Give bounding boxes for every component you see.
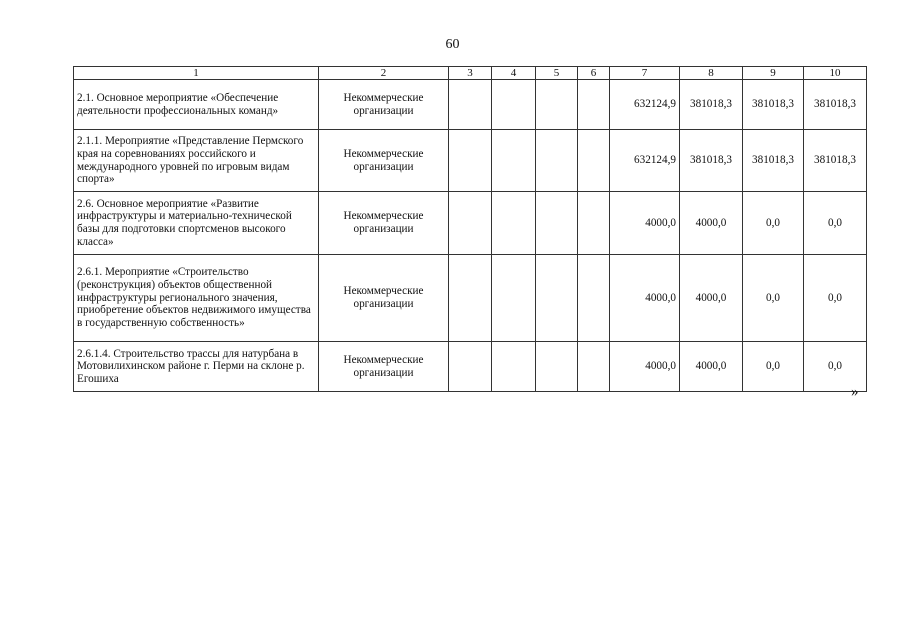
table-row bbox=[74, 80, 867, 130]
table-row bbox=[74, 255, 867, 342]
value-cell bbox=[492, 80, 536, 130]
column-number-row bbox=[74, 67, 867, 80]
value-cell bbox=[492, 192, 536, 255]
value-cell: 4000,0 bbox=[680, 342, 743, 392]
column-number: 2 bbox=[319, 67, 449, 80]
value-cell: 4000,0 bbox=[610, 342, 680, 392]
measure-name-cell: 2.6.1. Мероприятие «Строительство (реконструкция) объектов общественной инфраструктуры регионального значения, приобретение объектов недвижимого имущества в государственную собственность» bbox=[74, 255, 319, 342]
value-cell: 4000,0 bbox=[680, 192, 743, 255]
value-cell: 381018,3 bbox=[743, 80, 804, 130]
value-cell bbox=[578, 192, 610, 255]
value-cell: 4000,0 bbox=[610, 192, 680, 255]
measure-name-cell: 2.6. Основное мероприятие «Развитие инфраструктуры и материально-технической базы для подготовки спортсменов высокого класса» bbox=[74, 192, 319, 255]
executor-cell: Некоммерческие организации bbox=[319, 130, 449, 192]
column-number: 9 bbox=[743, 67, 804, 80]
column-number: 8 bbox=[680, 67, 743, 80]
value-cell: 0,0 bbox=[743, 255, 804, 342]
value-cell bbox=[449, 342, 492, 392]
measure-name-cell: 2.1. Основное мероприятие «Обеспечение деятельности профессиональных команд» bbox=[74, 80, 319, 130]
column-number: 3 bbox=[449, 67, 492, 80]
budget-table bbox=[73, 66, 867, 392]
value-cell: 0,0 bbox=[804, 255, 867, 342]
value-cell bbox=[536, 130, 578, 192]
value-cell bbox=[449, 130, 492, 192]
measure-name-cell: 2.6.1.4. Строительство трассы для натурбана в Мотовилихинском районе г. Перми на склоне р. Егошиха bbox=[74, 342, 319, 392]
executor-cell: Некоммерческие организации bbox=[319, 255, 449, 342]
executor-cell: Некоммерческие организации bbox=[319, 342, 449, 392]
column-number: 1 bbox=[74, 67, 319, 80]
value-cell: 0,0 bbox=[804, 342, 867, 392]
value-cell: 381018,3 bbox=[680, 130, 743, 192]
value-cell: 381018,3 bbox=[804, 80, 867, 130]
value-cell: 381018,3 bbox=[743, 130, 804, 192]
value-cell: 381018,3 bbox=[680, 80, 743, 130]
closing-quote: » bbox=[851, 384, 859, 400]
value-cell bbox=[492, 255, 536, 342]
value-cell bbox=[492, 342, 536, 392]
value-cell bbox=[578, 342, 610, 392]
measure-name-cell: 2.1.1. Мероприятие «Представление Пермского края на соревнованиях российского и международного уровней по игровым видам спорта» bbox=[74, 130, 319, 192]
value-cell bbox=[449, 80, 492, 130]
page-number: 60 bbox=[445, 37, 460, 52]
executor-cell: Некоммерческие организации bbox=[319, 80, 449, 130]
value-cell: 4000,0 bbox=[610, 255, 680, 342]
table-row bbox=[74, 342, 867, 392]
value-cell bbox=[449, 192, 492, 255]
column-number: 4 bbox=[492, 67, 536, 80]
value-cell bbox=[536, 192, 578, 255]
value-cell: 632124,9 bbox=[610, 80, 680, 130]
value-cell bbox=[578, 130, 610, 192]
value-cell: 0,0 bbox=[804, 192, 867, 255]
value-cell bbox=[578, 80, 610, 130]
value-cell: 381018,3 bbox=[804, 130, 867, 192]
value-cell: 632124,9 bbox=[610, 130, 680, 192]
value-cell bbox=[536, 255, 578, 342]
value-cell bbox=[578, 255, 610, 342]
table-row bbox=[74, 192, 867, 255]
column-number: 7 bbox=[610, 67, 680, 80]
value-cell bbox=[449, 255, 492, 342]
column-number: 5 bbox=[536, 67, 578, 80]
value-cell: 0,0 bbox=[743, 342, 804, 392]
value-cell bbox=[492, 130, 536, 192]
executor-cell: Некоммерческие организации bbox=[319, 192, 449, 255]
column-number: 6 bbox=[578, 67, 610, 80]
value-cell bbox=[536, 342, 578, 392]
value-cell bbox=[536, 80, 578, 130]
value-cell: 0,0 bbox=[743, 192, 804, 255]
column-number: 10 bbox=[804, 67, 867, 80]
value-cell: 4000,0 bbox=[680, 255, 743, 342]
table-row bbox=[74, 130, 867, 192]
